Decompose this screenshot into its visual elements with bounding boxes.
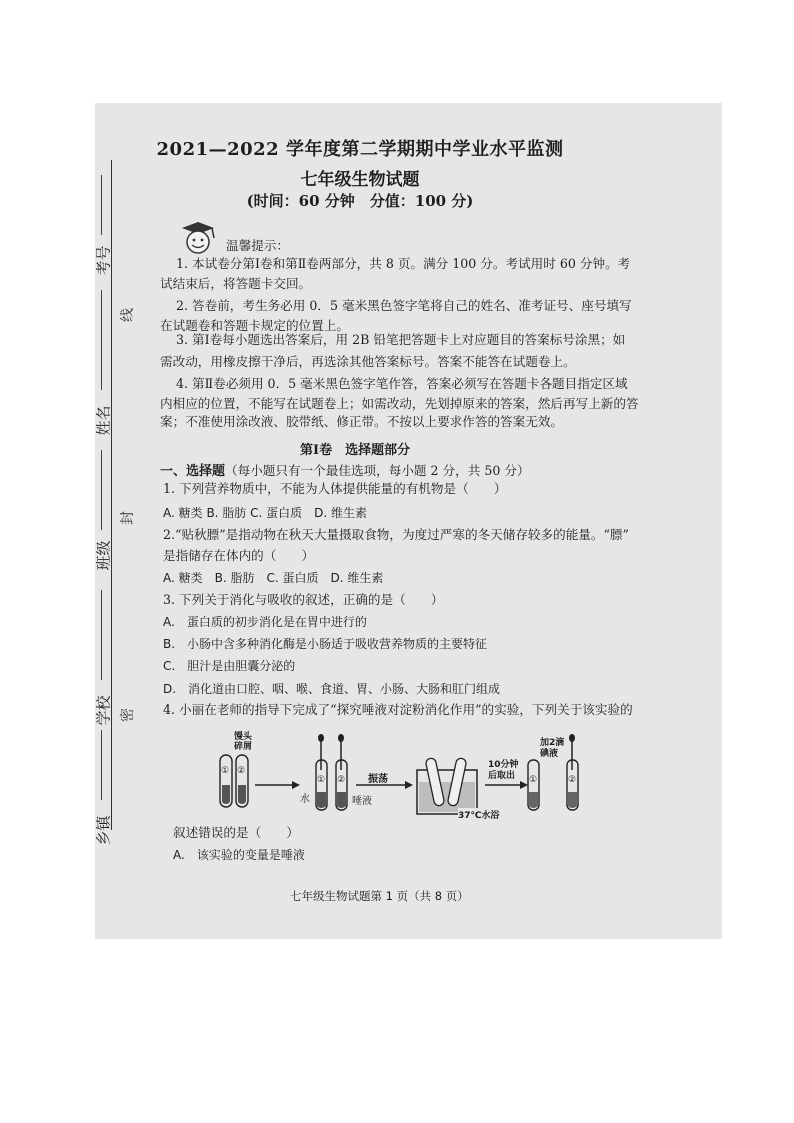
field-banji-label: 班级: [94, 540, 113, 571]
smiley-icon: [178, 220, 218, 256]
exam-title: 2021—2022 学年度第二学期期中学业水平监测: [156, 139, 564, 160]
q3-option-c: C. 胆汁是由胆囊分泌的: [163, 659, 296, 673]
q3-option-b: B. 小肠中含多种消化酶是小肠适于吸收营养物质的主要特征: [163, 637, 488, 651]
field-line-1: [101, 175, 102, 235]
diagram-tube1-c: ①: [529, 775, 538, 785]
section-one-note: （每小题只有一个最佳选项，每小题 2 分，共 50 分）: [225, 463, 530, 478]
diagram-label-water: 水: [300, 794, 310, 805]
tip-line-2: 试结束后，将答题卡交回。: [160, 276, 312, 291]
q2-stem-line1: 2.“贴秋膘”是指动物在秋天大量摄取食物，为度过严寒的冬天储存较多的能量。“膘”: [163, 527, 629, 542]
q3-option-a: A. 蛋白质的初步消化是在胃中进行的: [163, 615, 367, 629]
tips-heading: 温馨提示：: [226, 238, 289, 253]
q2-stem-line2: 是指储存在体内的（ ）: [163, 548, 315, 563]
diagram-label-bread: 馒头碎屑: [234, 732, 253, 752]
q1-options: A. 糖类 B. 脂肪 C. 蛋白质 D. 维生素: [163, 506, 367, 520]
field-line-5: [101, 730, 102, 800]
exam-subtitle: 七年级生物试题: [300, 170, 420, 190]
seal-char-xian: 线: [120, 308, 136, 322]
part1-heading: 第Ⅰ卷 选择题部分: [300, 443, 411, 458]
diagram-label-take-out: 10分钟后取出: [488, 760, 519, 781]
tip-line-6: 需改动，用橡皮擦干净后，再选涂其他答案标号。答案不能答在试题卷上。: [160, 354, 576, 369]
tip-line-3: 2. 答卷前，考生务必用 0．5 毫米黑色签字笔将自己的姓名、准考证号、座号填写: [176, 298, 632, 313]
q4-stem: 4. 小丽在老师的指导下完成了“探究唾液对淀粉消化作用”的实验，下列关于该实验的: [163, 702, 633, 717]
q1-stem: 1. 下列营养物质中，不能为人体提供能量的有机物是（ ）: [163, 481, 507, 496]
tip-line-9: 案；不准使用涂改液、胶带纸、修正带。不按以上要求作答的答案无效。: [160, 414, 563, 429]
exam-time-score: (时间：60 分钟 分值：100 分): [246, 192, 474, 210]
tip-line-7: 4. 第Ⅱ卷必须用 0．5 毫米黑色签字笔作答，答案必须写在答题卡各题目指定区域: [176, 376, 628, 391]
q2-options: A. 糖类 B. 脂肪 C. 蛋白质 D. 维生素: [163, 571, 384, 585]
diagram-tube2-c: ②: [568, 775, 577, 785]
tip-line-4: 在试题卷和答题卡规定的位置上。: [160, 318, 349, 333]
tip-line-5: 3. 第Ⅰ卷每小题选出答案后，用 2B 铅笔把答题卡上对应题目的答案标号涂黑；如: [176, 332, 626, 347]
field-xuexiao-label: 学校: [94, 695, 113, 726]
field-kaohao-label: 考号: [94, 245, 113, 276]
tip-line-8: 内相应的位置，不能写在试题卷上；如需改动，先划掉原来的答案，然后再写上新的答: [160, 396, 639, 411]
diagram-label-saliva: 唾液: [352, 796, 372, 807]
diagram-label-bath: 37℃水浴: [458, 808, 499, 821]
diagram-tube2-b: ②: [337, 775, 346, 785]
diagram-label-shake: 振荡: [368, 774, 388, 785]
seal-char-feng: 封: [120, 511, 136, 525]
diagram-tube2-a: ②: [237, 766, 246, 776]
diagram-tube1-a: ①: [221, 766, 230, 776]
diagram-tube1-b: ①: [317, 775, 326, 785]
q3-option-d: D. 消化道由口腔、咽、喉、食道、胃、小肠、大肠和肛门组成: [163, 682, 501, 696]
q4-option-a: A. 该实验的变量是唾液: [173, 848, 305, 862]
seal-char-mi: 密: [120, 708, 136, 722]
q4-stem-line2: 叙述错误的是（ ）: [173, 825, 299, 840]
experiment-diagram: [210, 730, 600, 822]
diagram-label-iodine: 加2滴碘液: [540, 738, 565, 759]
page-footer: 七年级生物试题第 1 页（共 8 页）: [290, 889, 469, 903]
tip-line-1: 1. 本试卷分第Ⅰ卷和第Ⅱ卷两部分，共 8 页。满分 100 分。考试用时 60 分钟。考: [176, 256, 631, 271]
q3-stem: 3. 下列关于消化与吸收的叙述，正确的是（ ）: [163, 592, 444, 607]
field-line-4: [101, 590, 102, 680]
field-xiangzhen-label: 乡镇: [94, 815, 113, 846]
section-one: [160, 460, 530, 481]
field-line-2: [101, 290, 102, 390]
field-xingming-label: 姓名: [94, 405, 113, 436]
field-line-3: [101, 450, 102, 530]
section-one-label: 一、选择题: [160, 464, 226, 479]
